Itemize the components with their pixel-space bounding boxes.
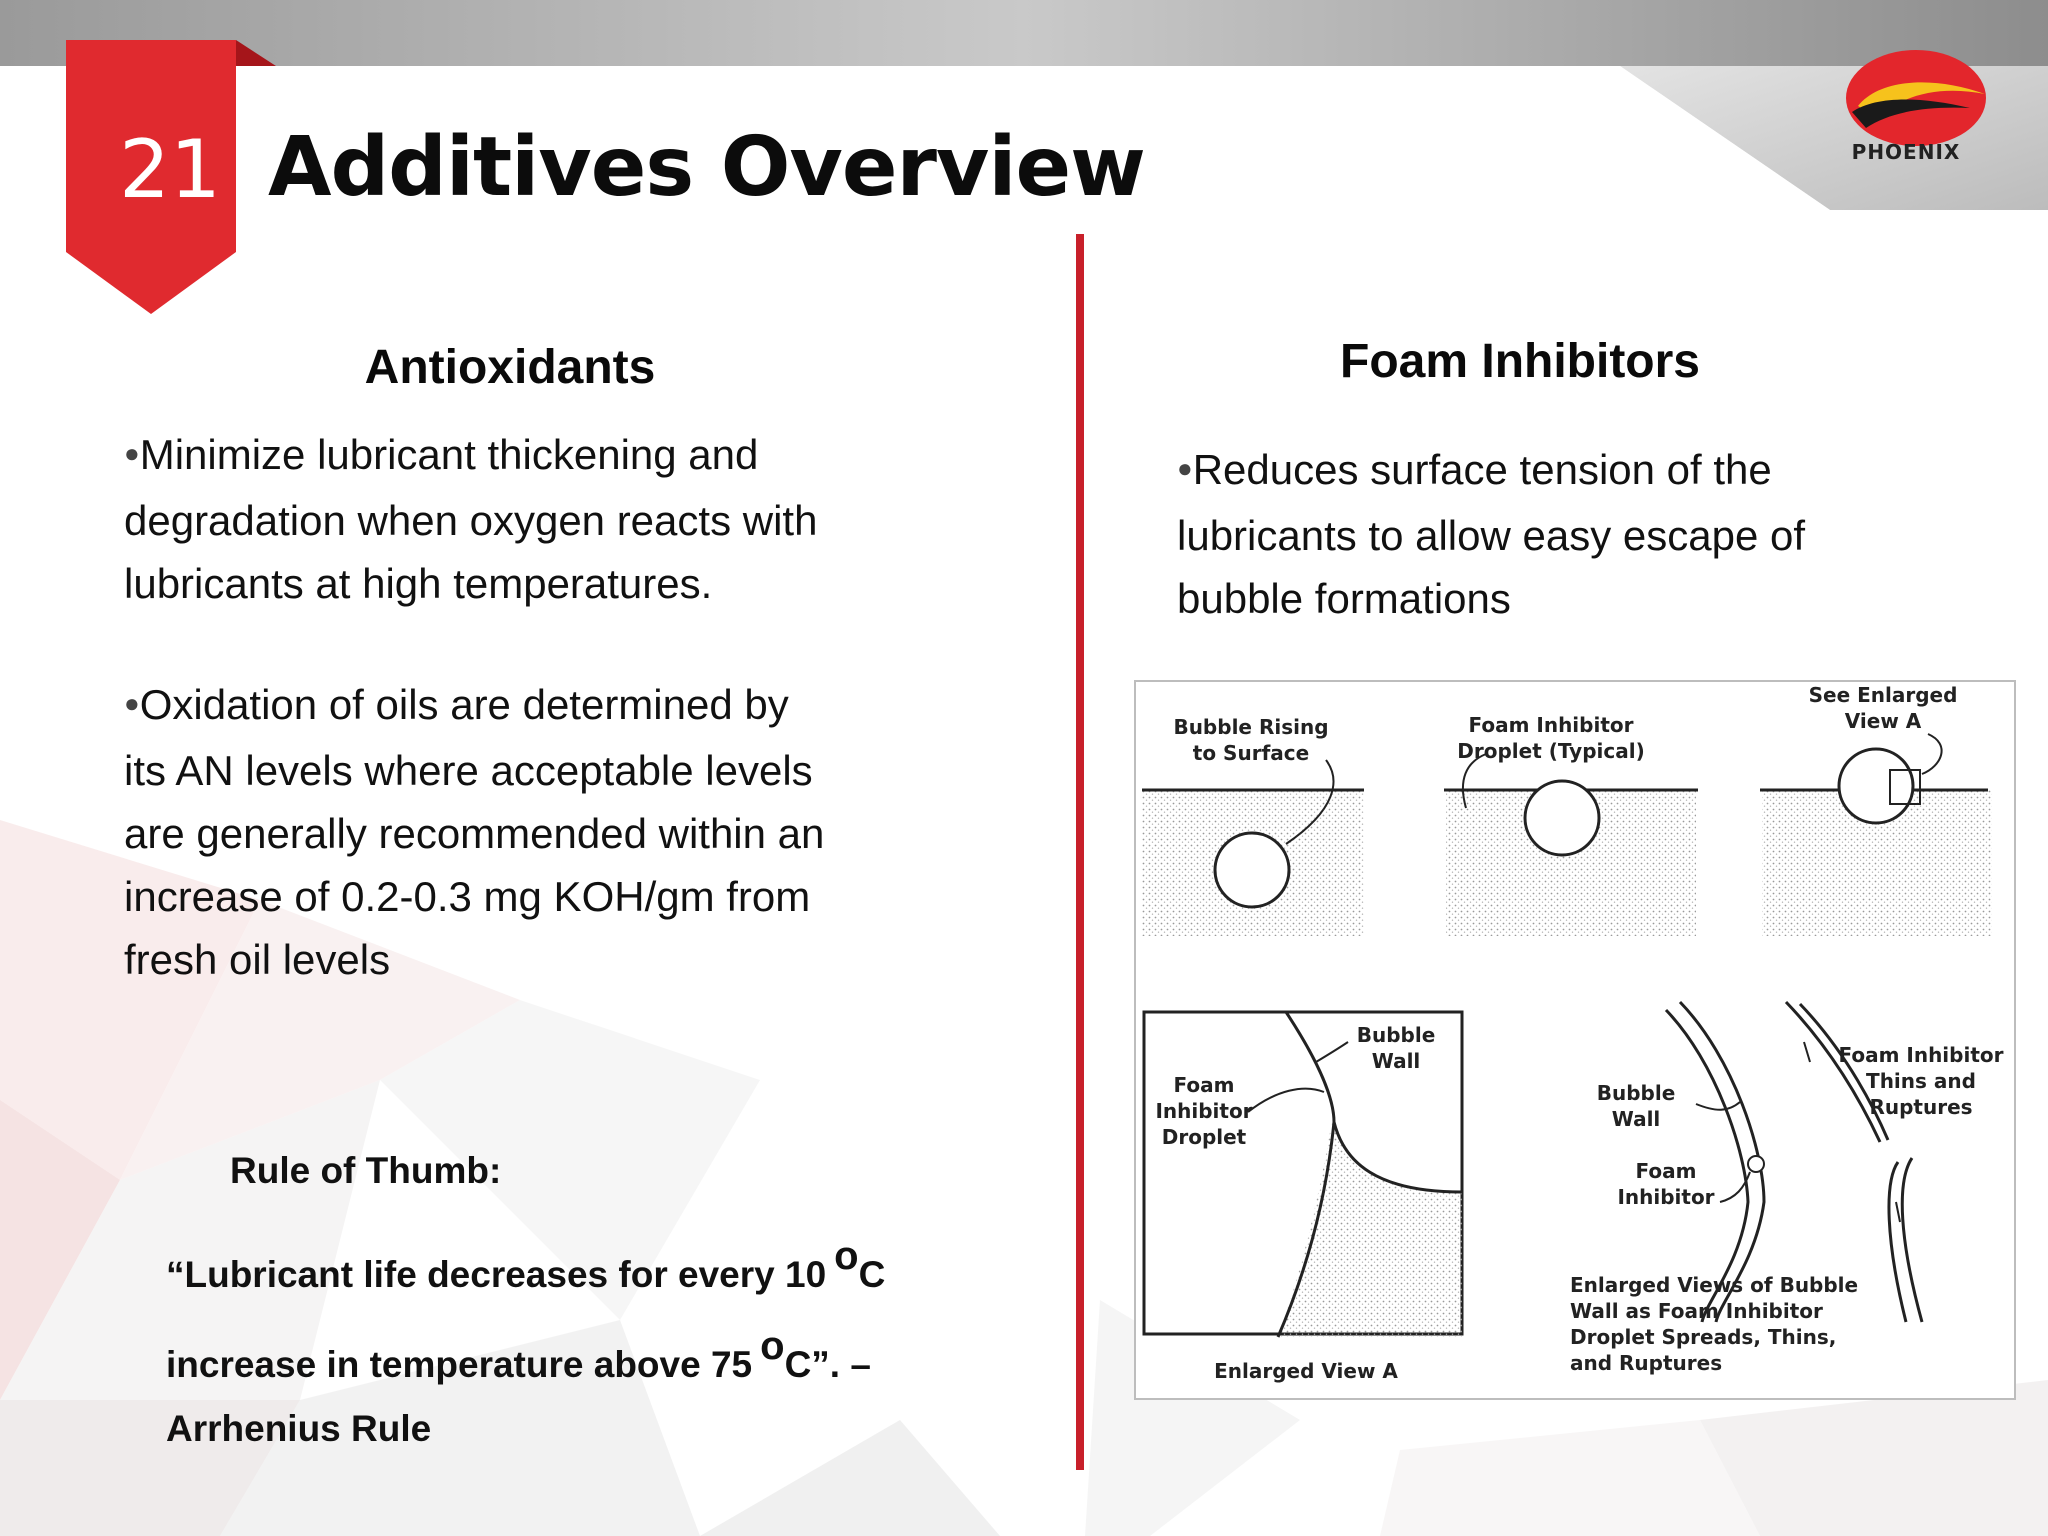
logo-text: PHOENIX (1851, 140, 1961, 164)
rule-of-thumb-line-2 (166, 1324, 871, 1387)
label-bubble-rising: Bubble Rising to Surface (1173, 715, 1329, 765)
rule-unit: C”. – (784, 1344, 871, 1385)
bullet-line: bubble formations (1177, 575, 1511, 623)
bullet-line: are generally recommended within an (124, 810, 825, 858)
bullet-line: degradation when oxygen reacts with (124, 497, 818, 545)
arrow-icon (1896, 1202, 1900, 1222)
bullet-line: Reduces surface tension of the (1192, 446, 1772, 493)
slide-title: Additives Overview (268, 120, 1145, 215)
label-foam-inhibitor-droplet: Foam Inhibitor Droplet (1155, 1073, 1253, 1149)
bullet-line: lubricants to allow easy escape of (1177, 512, 1806, 560)
foam-inhibitors-bullet (1177, 438, 1997, 630)
foam-inhibitor-diagram (1134, 680, 2016, 1400)
degree-mark: o (834, 1234, 859, 1278)
label-bubble-wall-2: Bubble Wall (1596, 1081, 1676, 1131)
bullet-line: its AN levels where acceptable levels (124, 747, 813, 795)
rule-of-thumb-title: Rule of Thumb: (230, 1150, 502, 1191)
rule-of-thumb-line-1 (166, 1234, 886, 1297)
column-divider (1076, 234, 1084, 1470)
bubble (1525, 781, 1599, 855)
rule-text: increase in temperature above 75 (166, 1344, 753, 1385)
foam-inhibitors-heading: Foam Inhibitors (1340, 335, 1700, 388)
leader-line (1696, 1102, 1740, 1110)
label-enlarged-view-a: Enlarged View A (1214, 1359, 1398, 1383)
label-droplet-typical: Foam Inhibitor Droplet (Typical) (1457, 713, 1645, 763)
label-enlarged-views-caption: Enlarged Views of Bubble Wall as Foam Inhibitor Droplet Spreads, Thins, and Ruptures (1570, 1273, 1859, 1375)
bullet-line: Oxidation of oils are determined by (139, 681, 789, 728)
rule-unit: C (858, 1254, 886, 1295)
label-thins-ruptures: Foam Inhibitor Thins and Ruptures (1838, 1043, 2004, 1119)
phoenix-logo-icon (1846, 50, 1986, 146)
slide-number: 21 (119, 123, 221, 216)
rupture-curve (1902, 1158, 1922, 1322)
antioxidants-bullet-2 (124, 673, 944, 991)
inhibitor-droplet (1748, 1156, 1764, 1172)
bullet-line: fresh oil levels (124, 936, 391, 984)
label-bubble-wall: Bubble Wall (1356, 1023, 1436, 1073)
bullet-icon: ● (1177, 453, 1193, 484)
antioxidants-heading: Antioxidants (364, 341, 656, 394)
antioxidants-bullet-1 (124, 423, 944, 615)
bullet-icon: ● (124, 688, 140, 719)
label-see-enlarged: See Enlarged View A (1808, 683, 1958, 733)
bullet-line: increase of 0.2-0.3 mg KOH/gm from (124, 873, 811, 921)
rule-of-thumb-line-3: Arrhenius Rule (166, 1408, 432, 1449)
bullet-line: Minimize lubricant thickening and (139, 431, 759, 478)
bubble (1215, 833, 1289, 907)
bullet-line: lubricants at high temperatures. (124, 560, 713, 608)
degree-mark: o (760, 1324, 785, 1368)
bubble (1839, 749, 1913, 823)
leader-line (1922, 734, 1942, 774)
label-foam-inhibitor: Foam Inhibitor (1617, 1159, 1715, 1209)
bullet-icon: ● (124, 438, 140, 469)
rule-text: “Lubricant life decreases for every 10 (166, 1254, 827, 1295)
arrow-icon (1804, 1042, 1810, 1062)
